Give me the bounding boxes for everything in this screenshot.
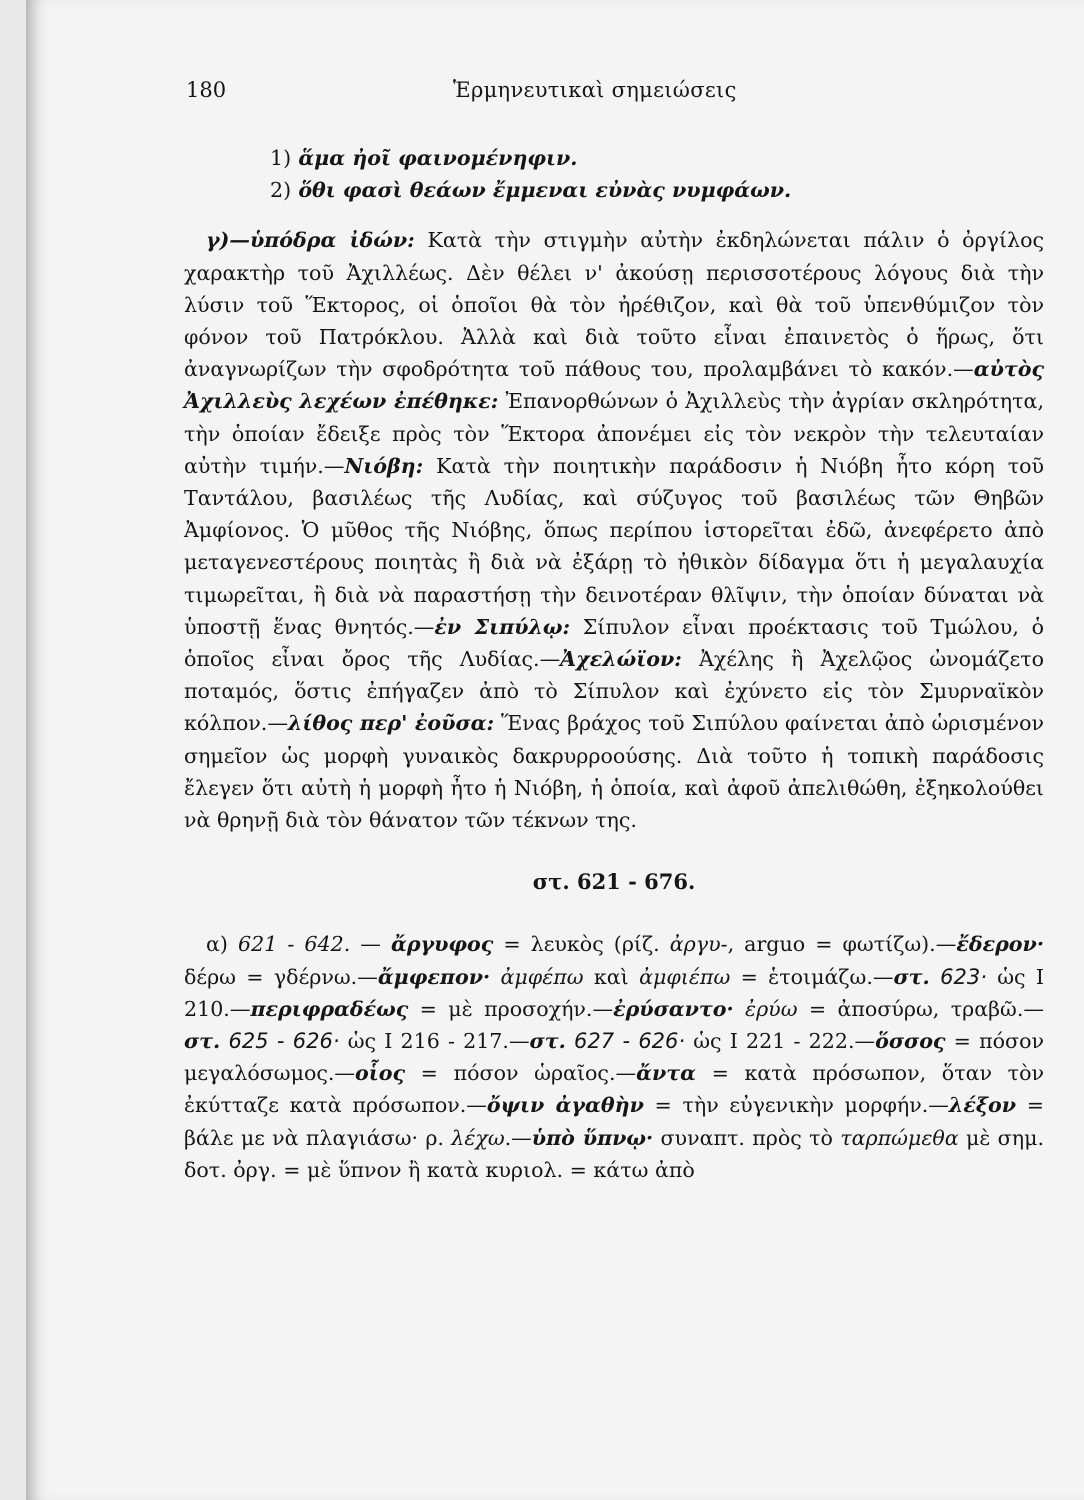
commentary-text: = κατὰ πρόσωπον, ὅταν τὸν ἐκύτταζε κατὰ πρόσωπον.— <box>184 1061 1044 1118</box>
lemma: ἄργυφος <box>390 932 494 957</box>
commentary-text: δέρω = γδέρνω.— <box>184 964 378 989</box>
commentary-text: = πόσον μεγαλόσωμος.— <box>184 1029 1044 1086</box>
lemma: Ἀχελώϊον: <box>560 647 682 672</box>
commentary-text: , arguo = φωτίζω).— <box>727 932 957 957</box>
lemma: στ. <box>893 964 930 989</box>
commentary-text: = τὴν εὐγενικὴν μορφήν.— <box>643 1093 949 1118</box>
verse-reference: 627 - 626· <box>565 1029 686 1054</box>
lemma: ὅσσος <box>875 1029 946 1054</box>
lemma: στ. <box>529 1029 566 1054</box>
commentary-text: μὲ σημ. δοτ. ὀργ. = μὲ ὕπνον ἢ κατὰ κυριολ. = κάτω ἀπὸ <box>184 1125 1045 1182</box>
commentary-text: .— <box>504 1125 532 1150</box>
spacer <box>184 206 1044 224</box>
lemma: οἷος <box>355 1061 406 1086</box>
page-header <box>186 78 1046 110</box>
verse-number: 2) <box>270 178 292 203</box>
commentary-text: συναπτ. πρὸς τὸ <box>653 1125 841 1150</box>
commentary-text: Σίπυλον εἶναι προέκτασις τοῦ Τμώλου, ὁ ὁποῖος εἶναι ὄρος τῆς Λυδίας.— <box>184 614 1044 672</box>
lemma: ὑπὸ ὕπνῳ· <box>531 1125 654 1150</box>
commentary-text: = ἑτοιμάζω.— <box>730 964 894 989</box>
commentary-text: Ἕνας βράχος τοῦ Σιπύλου φαίνεται ἀπὸ ὡρισμένον σημεῖον ὡς μορφὴ γυναικὸς δακρυρροούσης. Διὰ τοῦτο ἡ τοπικὴ παράδοσις ἔλεγεν ὅτι αὐτὴ ἡ μορφὴ ἦτο ἡ Νιόβη, ἡ ὁποία, καὶ ἀφοῦ ἀπελιθώθη, ἐξηκολούθει νὰ θρηνῇ διὰ τὸν θάνατον τῶν τέκνων της. <box>184 711 1044 833</box>
italic-term: ἀμφέπω <box>490 964 584 989</box>
italic-term: ταρπώμεθα <box>840 1125 959 1150</box>
lemma: στ. <box>184 1029 221 1054</box>
spacer <box>184 836 1044 866</box>
italic-term: ἀργυ- <box>669 932 728 957</box>
paragraph-label: γ)— <box>206 228 250 253</box>
book-page <box>26 0 1084 1500</box>
commentary-text: Ἀχέλης ἢ Ἀχελῷος ὠνομάζετο ποταμός, ὅστις ἐπήγαζεν ἀπὸ τὸ Σίπυλον καὶ ἐχύνετο εἰς τὸν Σμυρναϊκὸν κόλπον.— <box>184 647 1044 736</box>
commentary-text: ὡς Ι 216 - 217.— <box>339 1029 530 1054</box>
commentary-text: ὡς Ι 221 - 222.— <box>685 1029 876 1054</box>
section-heading: στ. 621 - 676. <box>532 869 696 895</box>
lemma: λίθος περ' ἐοῦσα: <box>287 711 495 736</box>
lemma: ἄντα <box>636 1061 696 1086</box>
spacer <box>184 898 1044 928</box>
lemma: αὐτὸς Ἀχιλλεὺς λεχέων ἐπέθηκε: <box>184 357 1044 414</box>
verse-range: 621 - 642. <box>238 932 351 957</box>
commentary-text: Ἐπανορθώνων ὁ Ἀχιλλεὺς τὴν ἀγρίαν σκληρότητα, τὴν ὁποίαν ἔδειξε πρὸς τὸν Ἕκτορα ἀπονέμει εἰς τὸν νεκρὸν τὴν τελευταίαν αὐτὴν τιμήν.— <box>184 389 1044 478</box>
commentary-text: ὡς Ι 210.— <box>184 964 1044 1021</box>
verse-reference: 623· <box>929 964 987 989</box>
commentary-text: Κατὰ τὴν στιγμὴν αὐτὴν ἐκδηλώνεται πάλιν ὁ ὀργίλος χαρακτὴρ τοῦ Ἀχιλλέως. Δὲν θέλει ν' ἀκούσῃ περισσοτέρους λόγους διὰ τὴν λύσιν τοῦ Ἕκτορος, οἱ ὁποῖοι θὰ τὸν ἠρέθιζον, καὶ θὰ τοῦ ὑπενθύμιζον τὸν φόνον τοῦ Πατρόκλου. Ἀλλὰ καὶ διὰ τοῦτο εἶναι ἐπαινετὸς ὁ ἥρως, ὅτι ἀναγνωρίζων τὴν σφοδρότητα τοῦ πάθους του, προλαμβάνει τὸ κακόν.— <box>184 228 1045 382</box>
lemma: λέξον <box>948 1093 1017 1118</box>
commentary-text: = πόσον ὡραῖος.— <box>405 1061 637 1086</box>
verse-reference: 625 - 626· <box>220 1029 340 1054</box>
verse-quote-1 <box>184 142 1044 174</box>
body-text <box>184 142 1044 1186</box>
commentary-text: καὶ <box>583 964 640 989</box>
italic-term: ἐρύω <box>733 996 798 1021</box>
commentary-text: = λευκὸς (ρίζ. <box>493 932 670 957</box>
commentary-text: = βάλε με νὰ πλαγιάσω· ρ. <box>184 1093 1044 1150</box>
commentary-text: = ἀποσύρω, τραβῶ.— <box>797 996 1044 1021</box>
commentary-paragraph-gamma <box>184 224 1044 836</box>
lemma: ἔδερον· <box>956 932 1044 957</box>
page-number: 180 <box>186 78 227 102</box>
lemma: ἄμφεπον· <box>377 964 491 989</box>
lemma: περιφραδέως <box>250 996 409 1021</box>
lemma: ὑπόδρα ἰδών: <box>249 228 415 253</box>
verse-text: ὅθι φασὶ θεάων ἔμμεναι εὐνὰς νυμφάων. <box>298 178 792 203</box>
verse-quote-2 <box>184 174 1044 206</box>
commentary-text: Κατὰ τὴν ποιητικὴν παράδοσιν ἡ Νιόβη ἦτο κόρη τοῦ Ταντάλου, βασιλέως τῆς Λυδίας, καὶ σύζυγος τοῦ βασιλέως τῶν Θηβῶν Ἀμφίονος. Ὁ μῦθος τῆς Νιόβης, ὅπως περίπου ἱστορεῖται ἐδῶ, ἀνεφέρετο ἀπὸ μεταγενεστέρους ποιητὰς ἢ διὰ νὰ ἐξάρῃ τὸ ἠθικὸν δίδαγμα ὅτι ἡ μεγαλαυχία τιμωρεῖται, ἢ διὰ νὰ παραστήσῃ τὴν δεινοτέραν θλῖψιν, τὴν ὁποίαν δύναται νὰ ὑποστῇ ἕνας θνητός.— <box>184 453 1044 639</box>
italic-term: λέχω <box>451 1125 505 1150</box>
lemma: ἐρύσαντο· <box>613 996 734 1021</box>
lemma: ἐν Σιπύλῳ: <box>434 614 571 639</box>
lemma: ὄψιν ἀγαθὴν <box>486 1093 644 1118</box>
commentary-text: — <box>350 932 391 957</box>
verse-number: 1) <box>270 146 292 170</box>
lemma: Νιόβη: <box>344 453 424 478</box>
italic-term: ἀμφιέπω <box>639 964 731 989</box>
verse-text: ἅμα ἠοῖ φαινομένηφιν. <box>298 146 578 170</box>
running-head: Ἑρμηνευτικαὶ σημειώσεις <box>453 78 737 102</box>
paragraph-label: α) <box>206 932 228 957</box>
commentary-paragraph-alpha <box>184 928 1044 1186</box>
commentary-text: = μὲ προσοχήν.— <box>408 996 614 1021</box>
